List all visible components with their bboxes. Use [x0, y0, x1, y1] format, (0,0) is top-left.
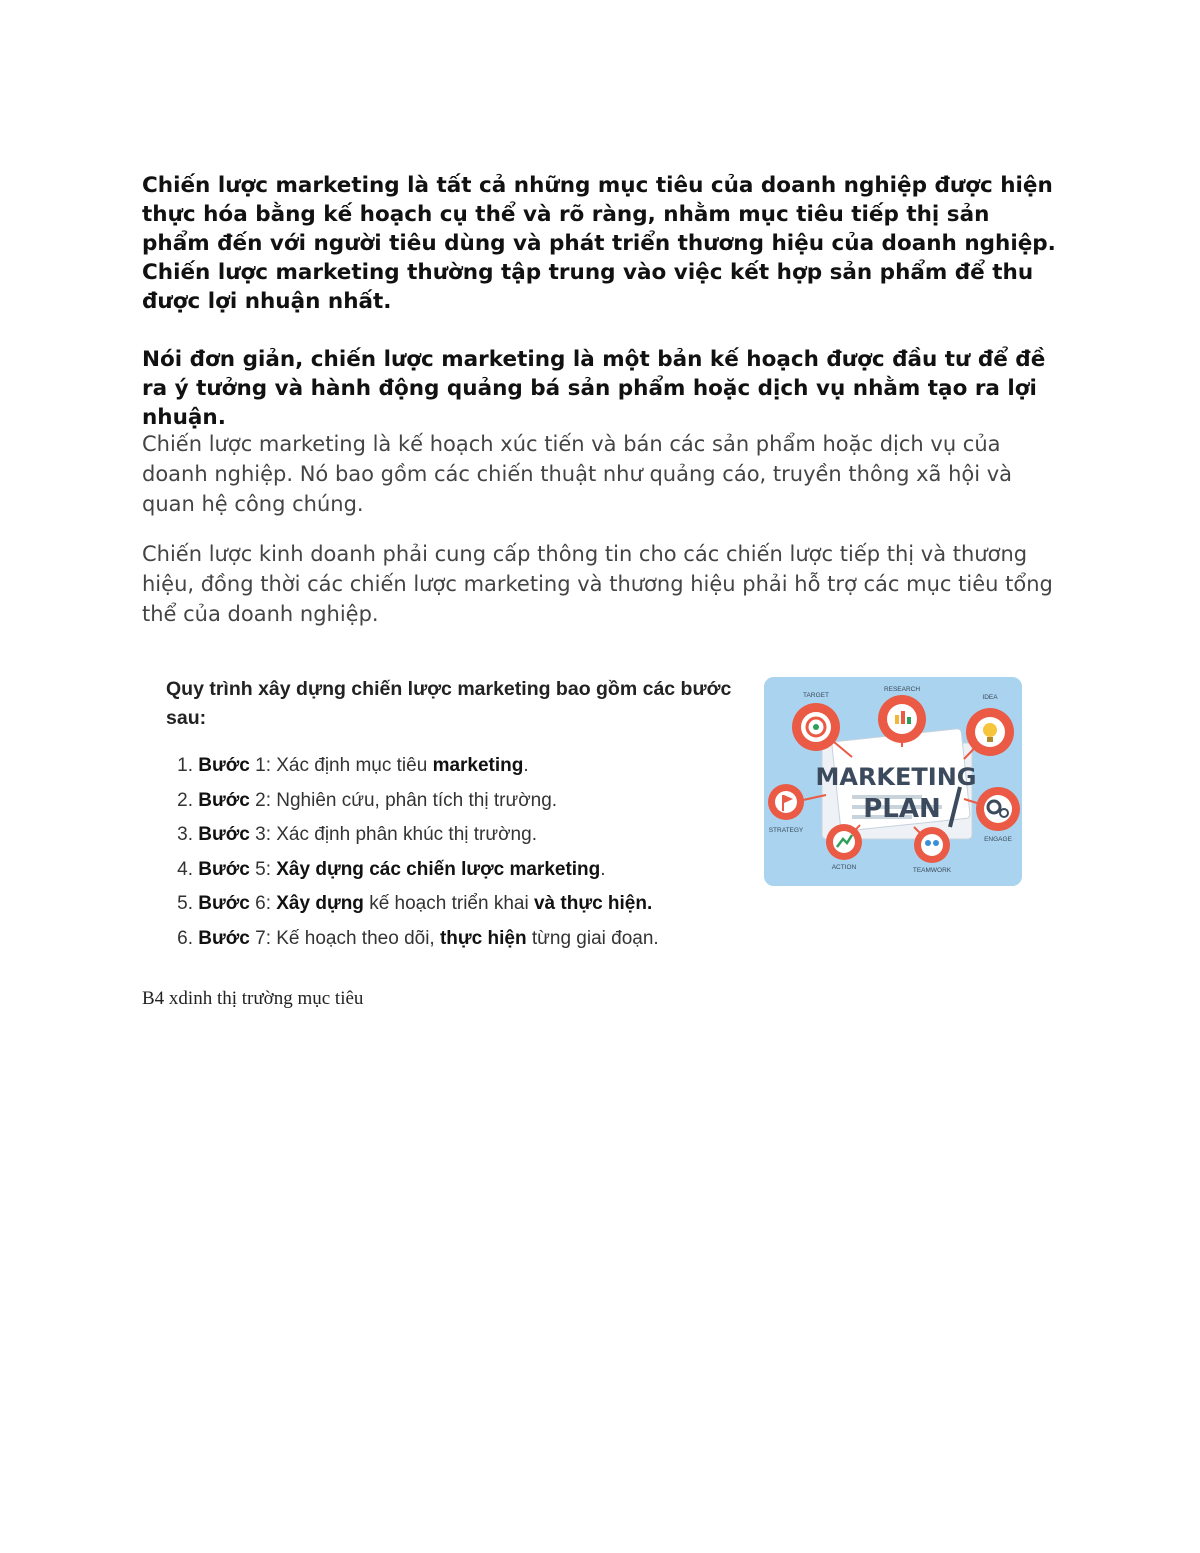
process-steps-screenshot: [166, 675, 746, 956]
figure-title-marketing: MARKETING: [815, 763, 977, 791]
label-target: TARGET: [803, 692, 829, 699]
paragraph-definition: Chiến lược marketing là tất cả những mục tiêu của doanh nghiệp được hiện thực hóa bằng kế hoạch cụ thể và rõ ràng, nhằm mục tiêu tiếp thị sản phẩm đến với người tiêu dùng và phát triển thương hiệu của doanh nghiệp. Chiến lược marketing thường tập trung vào việc kết hợp sản phẩm để thu được lợi nhuận nhất.: [142, 173, 1056, 314]
label-action: ACTION: [831, 864, 857, 871]
marketing-plan-svg: [764, 677, 1022, 886]
paragraph-simple-definition: Nói đơn giản, chiến lược marketing là một bản kế hoạch được đầu tư để đề ra ý tưởng và hành động quảng bá sản phẩm hoặc dịch vụ nhằm tạo ra lợi nhuận.: [142, 347, 1046, 430]
steps-list: [166, 749, 746, 956]
step-item: 4. Bước 5: Xây dựng các chiến lược marketing.: [177, 858, 606, 880]
step-item: 1. Bước 1: Xác định mục tiêu marketing.: [177, 755, 529, 776]
label-idea: IDEA: [982, 694, 998, 701]
label-teamwork: TEAMWORK: [912, 867, 952, 874]
step-item: 3. Bước 3: Xác định phân khúc thị trường.: [177, 824, 537, 845]
steps-intro: Quy trình xây dựng chiến lược marketing bao gồm các bước sau:: [166, 678, 732, 729]
step-item: 6. Bước 7: Kế hoạch theo dõi, thực hiện từng giai đoạn.: [177, 927, 659, 949]
step-item: 5. Bước 6: Xây dựng kế hoạch triển khai và thực hiện.: [177, 893, 653, 914]
marketing-plan-illustration: [764, 677, 1022, 886]
paragraph-business-strategy: Chiến lược kinh doanh phải cung cấp thông tin cho các chiến lược tiếp thị và thương hiệu, đồng thời các chiến lược marketing và thương hiệu phải hỗ trợ các mục tiêu tổng thể của doanh nghiệp.: [142, 542, 1053, 626]
label-research: RESEARCH: [883, 686, 921, 693]
label-strategy: STRATEGY: [768, 827, 804, 834]
handwritten-note: B4 xdinh thị trường mục tiêu: [142, 988, 364, 1009]
paragraph-plan: Chiến lược marketing là kế hoạch xúc tiến và bán các sản phẩm hoặc dịch vụ của doanh nghiệp. Nó bao gồm các chiến thuật như quảng cáo, truyền thông xã hội và quan hệ công chúng.: [142, 432, 1013, 516]
label-engage: ENGAGE: [984, 836, 1012, 843]
step-item: 2. Bước 2: Nghiên cứu, phân tích thị trường.: [177, 789, 558, 811]
figure-title-plan: PLAN: [863, 794, 941, 824]
